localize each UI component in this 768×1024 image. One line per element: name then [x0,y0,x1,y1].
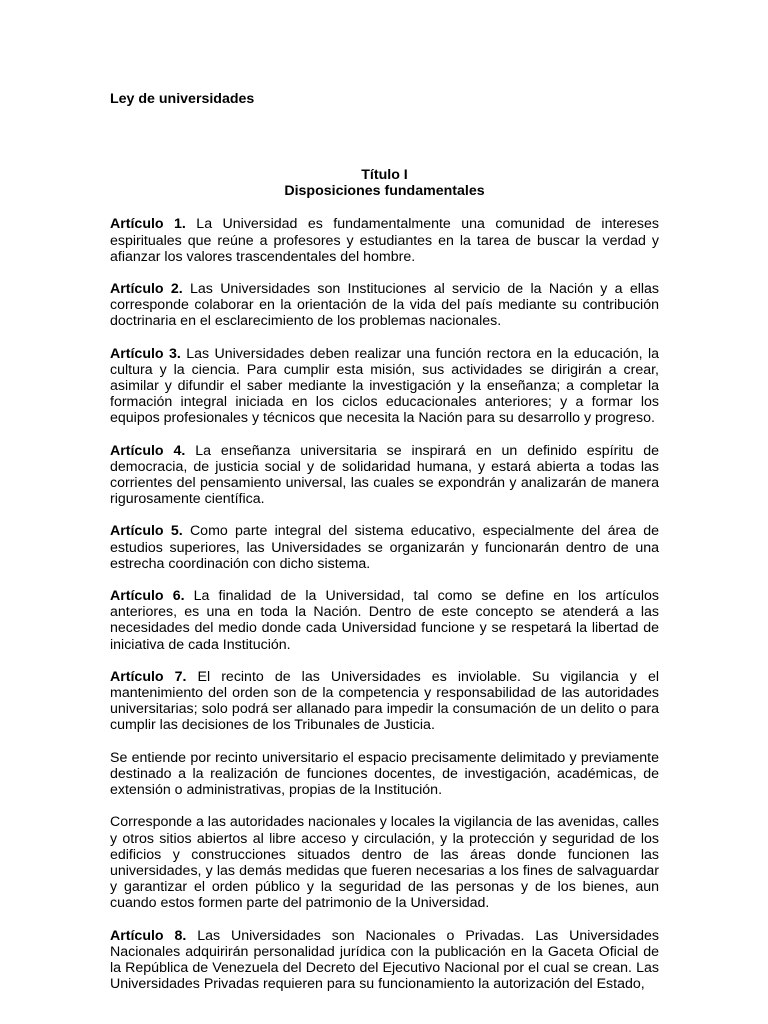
article-1-label: Artículo 1. [110,216,186,233]
article-2-text: Las Universidades son Instituciones al servicio de la Nación y a ellas corresponde colaborar en la orientación de la vida del país mediante su contribución doctrinaria en el esclarecimiento de los problemas nacionales. [110,281,660,330]
article-4-label: Artículo 4. [110,442,186,459]
article-7-paragraph-2 [110,750,659,799]
document-page [110,91,659,992]
article-8-text: Las Universidades son Nacionales o Privadas. Las Universidades Nacionales adquirirán personalidad jurídica con la publicación en la Gaceta Oficial de la República de Venezuela del Decreto del Ejecutivo Nacional por el cual se crean. Las Universidades Privadas requieren para su funcionamiento la autorización del Estado, [110,927,659,993]
article-7-paragraph-3 [110,814,659,911]
article-3-text: Las Universidades deben realizar una función rectora en la educación, la cultura y la ciencia. Para cumplir esta misión, sus actividades se dirigirán a crear, asimilar y difundir el saber mediante la investigación y la enseñanza; a completar la formación integral iniciada en los ciclos educacionales anteriores; y a formar los equipos profesionales y técnicos que necesita la Nación para su desarrollo y progreso. [110,345,659,427]
article-6-label: Artículo 6. [110,588,185,605]
article-6-text: La finalidad de la Universidad, tal como se define en los artículos anteriores, es una en toda la Nación. Dentro de este concepto se atenderá a las necesidades del medio donde cada Universidad funcione y se respetará la libertad de iniciativa de cada Institución. [110,588,660,653]
article-3-paragraph [110,346,659,427]
article-5-paragraph [110,523,659,572]
article-5-text: Como parte integral del sistema educativo, especialmente del área de estudios superiores, las Universidades se organizarán y funcionarán dentro de una estrecha coordinación con dicho sistema. [110,523,659,572]
article-2-paragraph [110,281,659,330]
article-8-label: Artículo 8. [110,927,187,944]
section-subtitle: Disposiciones fundamentales [284,183,485,200]
section-heading [110,167,659,199]
article-5-label: Artículo 5. [110,523,183,540]
article-4-text: La enseñanza universitaria se inspirará en un definido espíritu de democracia, de justicia social y de solidaridad humana, y estará abierta a todas las corrientes del pensamiento universal, las cuales se expondrán y analizarán de manera rigurosamente científica. [110,442,659,508]
article-1-paragraph [110,216,659,265]
article-6-paragraph [110,588,659,653]
article-7-label: Artículo 7. [110,668,187,685]
article-7-paragraph-2-text: Se entiende por recinto universitario el espacio precisamente delimitado y previamente destinado a la realización de funciones docentes, de investigación, académicas, de extensión o administrativas, propias de la Institución. [110,749,659,799]
article-7-paragraph-3-text: Corresponde a las autoridades nacionales y locales la vigilancia de las avenidas, calles y otros sitios abiertos al libre acceso y circulación, y la protección y seguridad de los edificios y construcciones situados dentro de las áreas donde funcionen las universidades, y las demás medidas que fueren necesarias a los fines de salvaguardar y garantizar el orden público y la seguridad de las personas y de los bienes, aun cuando estos formen parte del patrimonio de la Universidad. [110,814,659,912]
article-8-paragraph [110,928,659,993]
article-7-text: El recinto de las Universidades es inviolable. Su vigilancia y el mantenimiento del orden son de la competencia y responsabilidad de las autoridades universitarias; solo podrá ser allanado para impedir la consumación de un delito o para cumplir las decisiones de los Tribunales de Justicia. [110,668,659,734]
section-title: Título I [361,167,408,183]
article-3-label: Artículo 3. [110,345,181,362]
article-7-paragraph [110,669,659,734]
article-4-paragraph [110,443,659,508]
document-title: Ley de universidades [110,91,255,107]
article-1-text: La Universidad es fundamentalmente una comunidad de intereses espirituales que reúne a profesores y estudiantes en la tarea de buscar la verdad y afianzar los valores trascendentales del hombre. [110,216,659,265]
article-2-label: Artículo 2. [110,281,183,298]
